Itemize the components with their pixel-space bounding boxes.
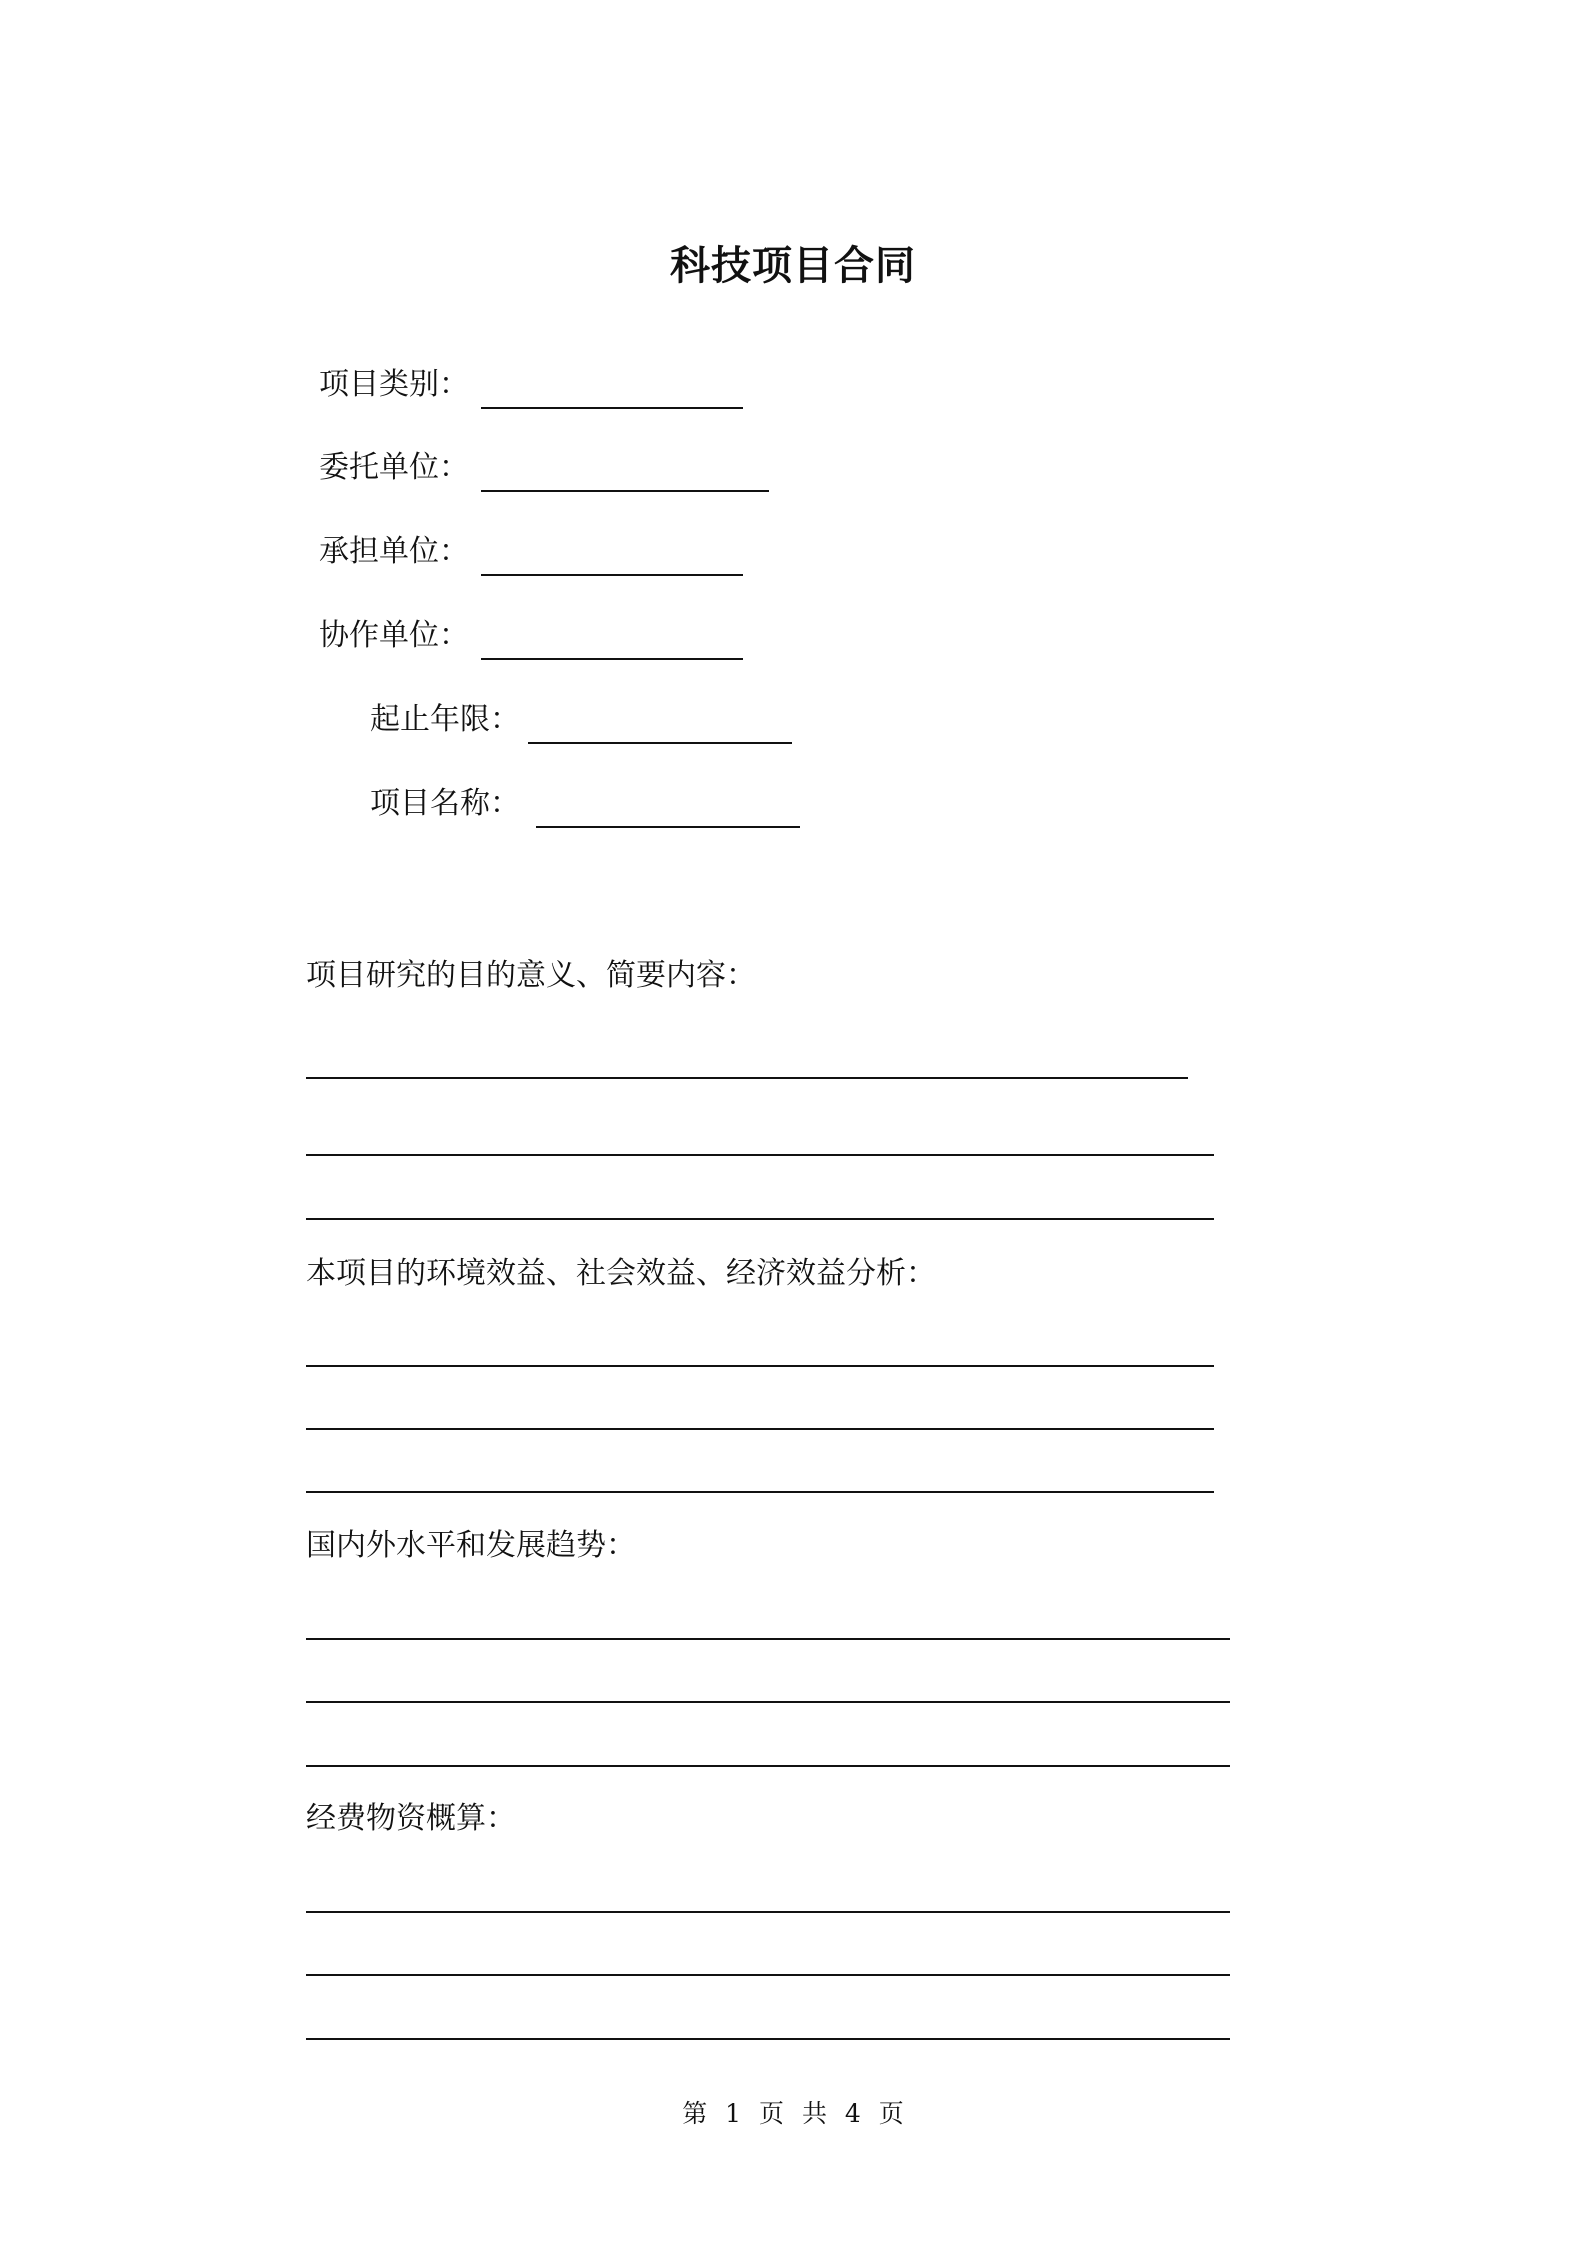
answer-line[interactable] bbox=[306, 1765, 1230, 1767]
fill-in-line[interactable] bbox=[481, 574, 743, 576]
page-number: 第 1 页 共 4 页 bbox=[682, 2099, 904, 2128]
answer-line[interactable] bbox=[306, 1638, 1230, 1640]
field-label: 起止年限： bbox=[370, 702, 520, 737]
answer-line[interactable] bbox=[306, 1491, 1214, 1493]
field-commissioning-unit bbox=[319, 452, 769, 492]
field-project-category bbox=[319, 369, 743, 409]
section-heading-budget: 经费物资概算： bbox=[306, 1801, 516, 1836]
section-heading-purpose: 项目研究的目的意义、简要内容： bbox=[306, 958, 756, 993]
field-label: 项目类别： bbox=[319, 367, 469, 402]
fill-in-line[interactable] bbox=[536, 826, 800, 828]
field-label: 承担单位： bbox=[319, 534, 469, 569]
fill-in-line[interactable] bbox=[528, 742, 792, 744]
field-project-name bbox=[370, 788, 800, 828]
answer-line[interactable] bbox=[306, 2038, 1230, 2040]
field-label: 协作单位： bbox=[319, 618, 469, 653]
field-label: 项目名称： bbox=[370, 786, 520, 821]
answer-line[interactable] bbox=[306, 1365, 1214, 1367]
field-undertaking-unit bbox=[319, 536, 743, 576]
section-heading-benefits: 本项目的环境效益、社会效益、经济效益分析： bbox=[306, 1256, 936, 1291]
fill-in-line[interactable] bbox=[481, 490, 769, 492]
answer-line[interactable] bbox=[306, 1154, 1214, 1156]
answer-line[interactable] bbox=[306, 1077, 1188, 1079]
fill-in-line[interactable] bbox=[481, 658, 743, 660]
answer-line[interactable] bbox=[306, 1974, 1230, 1976]
field-cooperating-unit bbox=[319, 620, 743, 660]
answer-line[interactable] bbox=[306, 1701, 1230, 1703]
document-title: 科技项目合同 bbox=[670, 243, 916, 289]
section-heading-trends: 国内外水平和发展趋势： bbox=[306, 1528, 636, 1563]
field-label: 委托单位： bbox=[319, 450, 469, 485]
answer-line[interactable] bbox=[306, 1428, 1214, 1430]
field-duration bbox=[370, 704, 794, 744]
fill-in-line[interactable] bbox=[481, 407, 743, 409]
answer-line[interactable] bbox=[306, 1911, 1230, 1913]
answer-line[interactable] bbox=[306, 1218, 1214, 1220]
